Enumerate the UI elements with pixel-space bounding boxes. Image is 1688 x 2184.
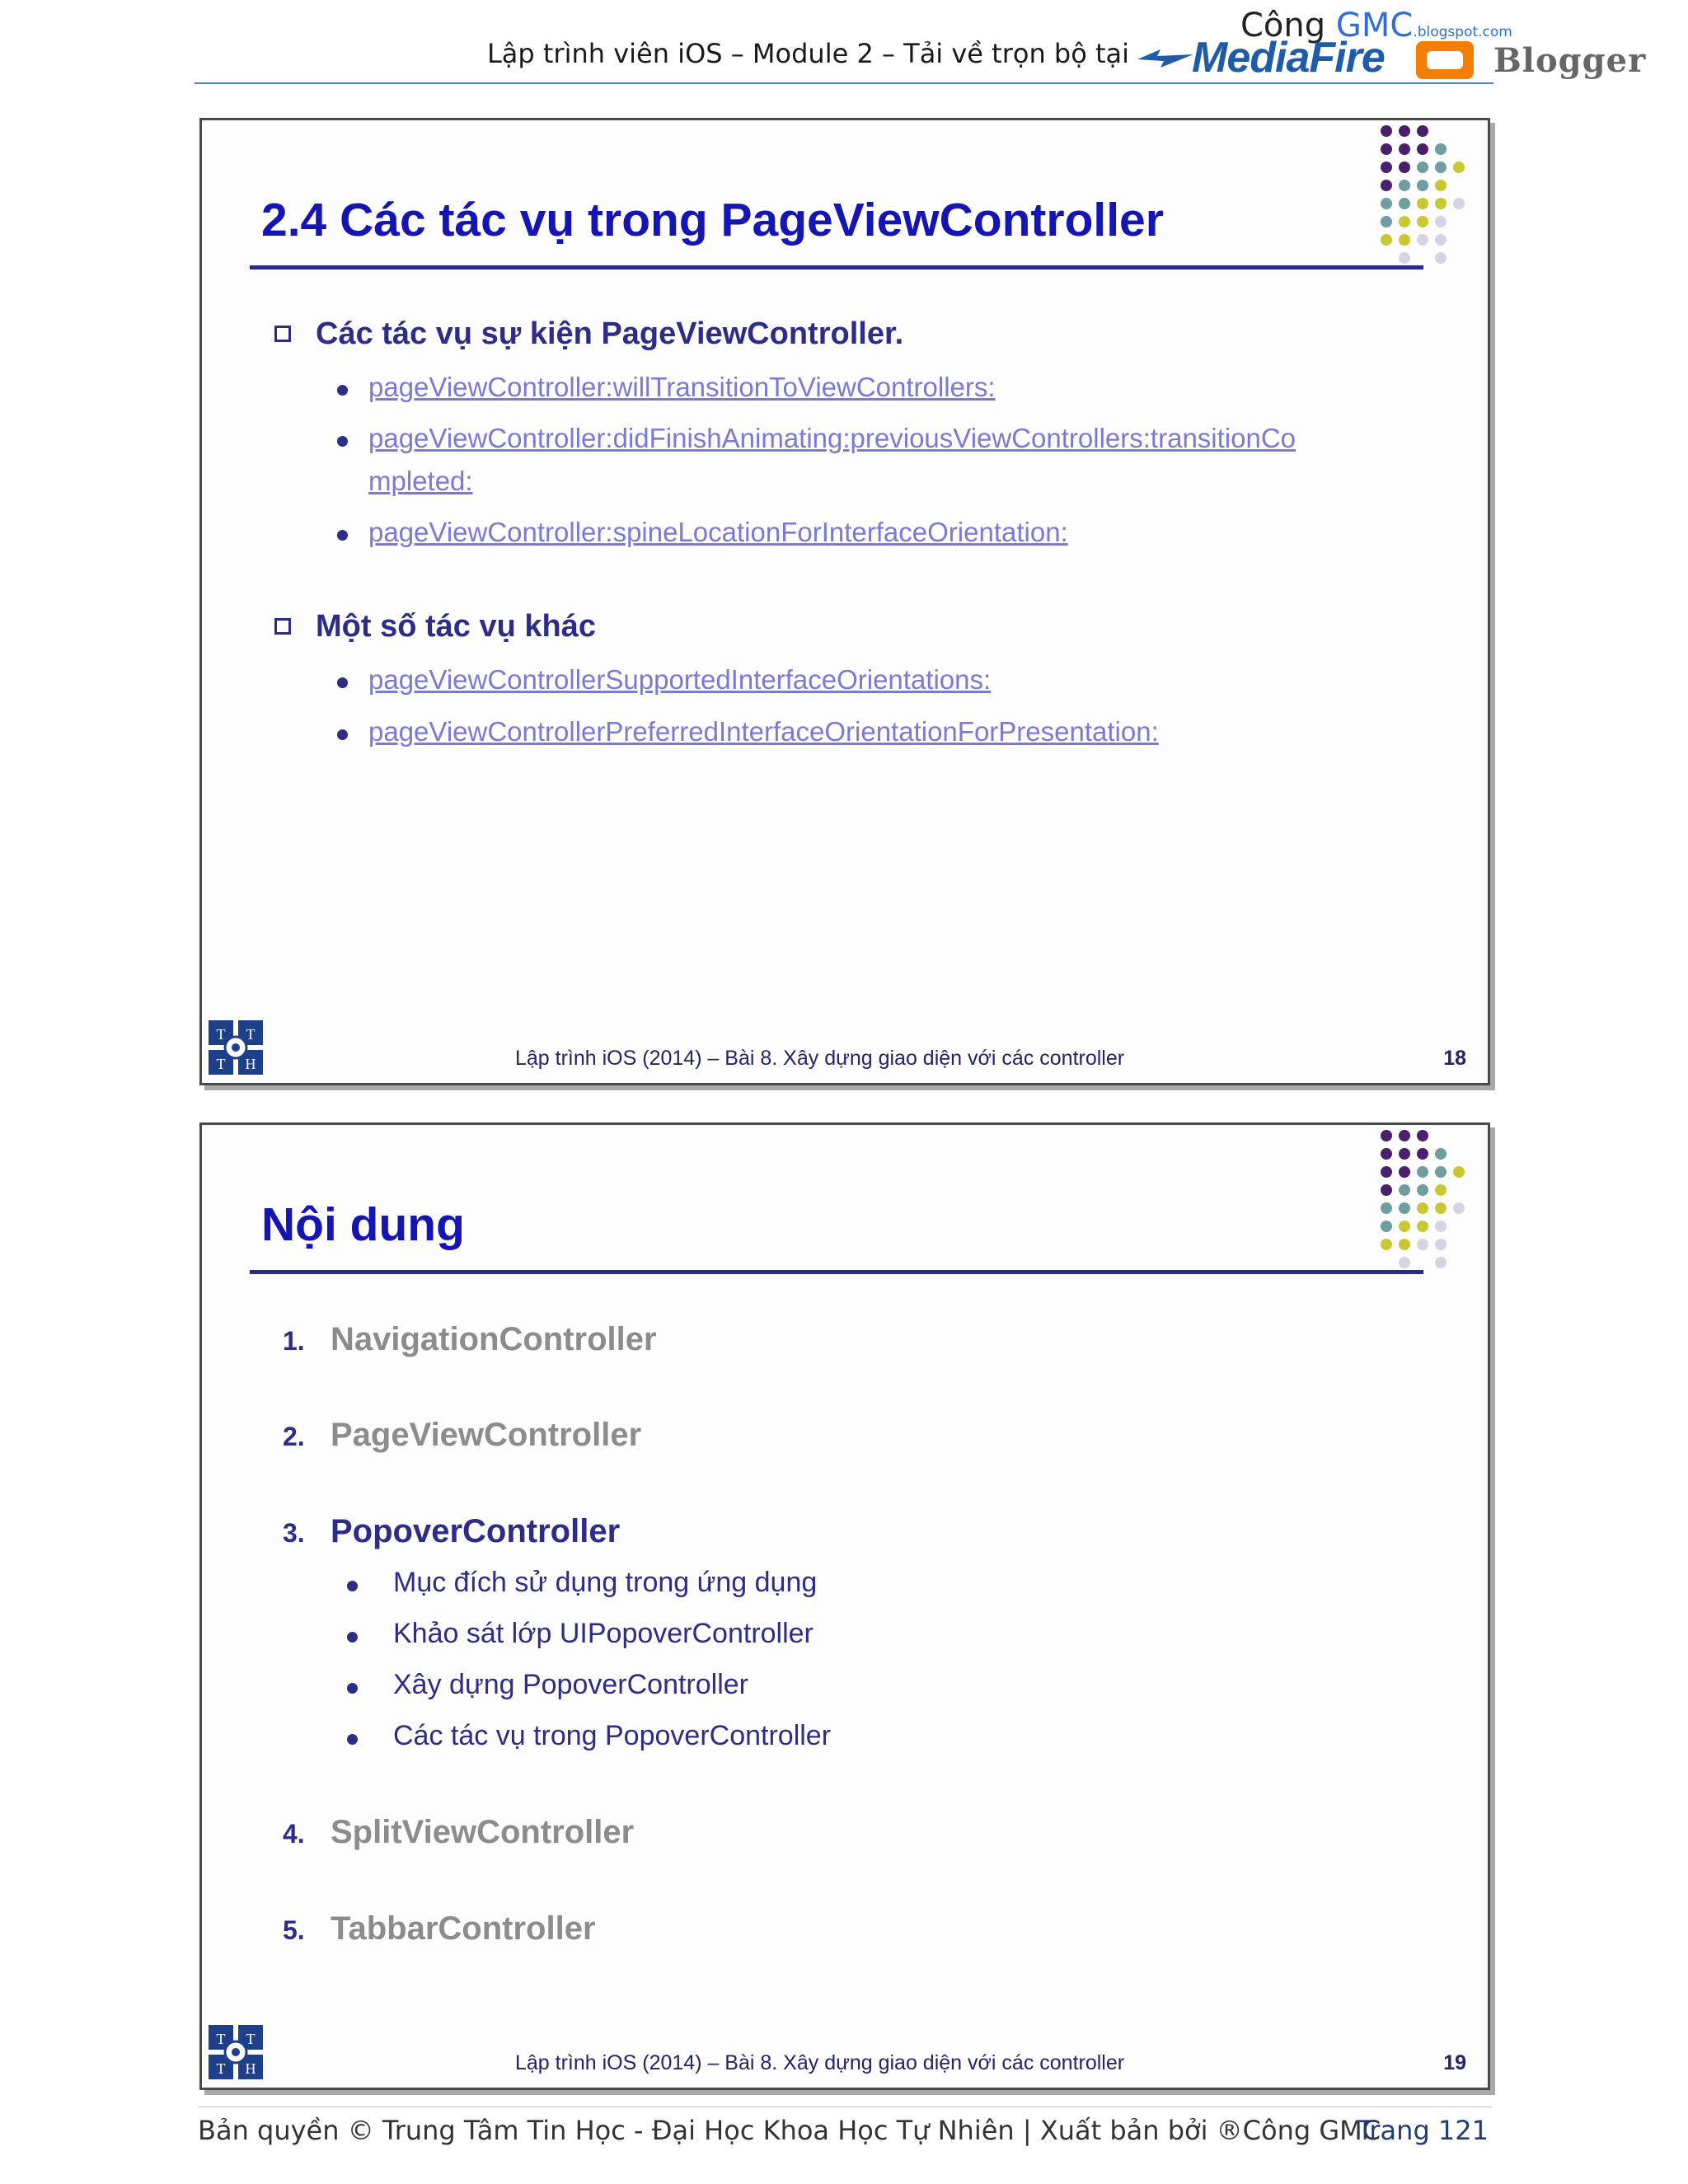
link-item[interactable]: pageViewController:willTransitionToViewControllers: <box>368 372 996 402</box>
decorative-dot <box>1417 143 1428 155</box>
toc-subitem: Xây dựng PopoverController <box>393 1669 748 1700</box>
decorative-dot <box>1435 1221 1447 1232</box>
svg-text:T: T <box>216 1026 226 1043</box>
decorative-dot <box>1417 162 1428 173</box>
decorative-dot <box>1435 252 1447 264</box>
decorative-dot <box>1399 1202 1410 1214</box>
decorative-dot <box>1399 1166 1410 1178</box>
decorative-dot <box>1399 180 1410 191</box>
decorative-dot <box>1453 1166 1465 1178</box>
title-rule <box>250 265 1423 269</box>
decorative-dot <box>1417 234 1428 246</box>
cong-text: Công <box>1240 7 1326 45</box>
title-rule <box>250 1270 1423 1274</box>
round-bullet-icon <box>337 385 348 396</box>
decorative-dot <box>1435 1239 1447 1250</box>
link-item[interactable]: pageViewController:spineLocationForInterfaceOrientation: <box>368 517 1068 547</box>
link-item-continued[interactable]: mpleted: <box>368 466 473 496</box>
svg-text:H: H <box>245 1056 256 1072</box>
decorative-dot <box>1435 1257 1447 1268</box>
round-bullet-icon <box>347 1581 358 1591</box>
decorative-dot <box>1381 1148 1392 1160</box>
blogger-icon <box>1416 41 1474 79</box>
toc-subitem: Các tác vụ trong PopoverController <box>393 1720 832 1751</box>
slide-19: Nội dung 1. NavigationController 2. PageViewController 3. PopoverController Mục đích sử dụng trong ứng dụng Khảo sát lớp UIPopoverController Xây dựng PopoverController Các tác vụ trong PopoverController 4. SplitViewController 5. TabbarController T T T H Lập trình iOS (2014) – Bài 8. Xây dựng giao diện với các controller 19 <box>199 1122 1490 2090</box>
decorative-dot <box>1381 198 1392 209</box>
round-bullet-icon <box>337 530 348 541</box>
decorative-dot <box>1435 1184 1447 1196</box>
copyright-text: Bản quyền © Trung Tâm Tin Học - Đại Học Khoa Học Tự Nhiên | Xuất bản bởi ®Công GMC <box>198 2115 1381 2146</box>
page-header-text: Lập trình viên iOS – Module 2 – Tải về trọn bộ tại <box>486 38 1129 69</box>
decorative-dots-icon <box>1381 1130 1479 1278</box>
svg-text:T: T <box>246 2031 256 2047</box>
decorative-dot <box>1417 1184 1428 1196</box>
decorative-dot <box>1453 162 1465 173</box>
slide-18 <box>199 118 1490 1085</box>
decorative-dot <box>1381 1130 1392 1141</box>
svg-text:T: T <box>216 2031 226 2047</box>
decorative-dot <box>1417 1221 1428 1232</box>
decorative-dot <box>1399 252 1410 264</box>
decorative-dot <box>1381 1221 1392 1232</box>
round-bullet-icon <box>347 1734 358 1745</box>
decorative-dot <box>1453 1202 1465 1214</box>
decorative-dot <box>1417 198 1428 209</box>
page-number: Trang 121 <box>1357 2115 1489 2146</box>
header-rule <box>195 82 1493 84</box>
decorative-dot <box>1399 125 1410 137</box>
blogger-logo: Blogger <box>1493 41 1647 80</box>
decorative-dot <box>1381 1184 1392 1196</box>
decorative-dot <box>1417 125 1428 137</box>
logo-tth-icon <box>207 1019 265 1076</box>
decorative-dot <box>1435 1166 1447 1178</box>
decorative-dot <box>1381 1166 1392 1178</box>
round-bullet-icon <box>347 1632 358 1643</box>
decorative-dot <box>1381 216 1392 227</box>
decorative-dot <box>1399 162 1410 173</box>
slide-title: Nội dung <box>261 1198 465 1251</box>
decorative-dot <box>1435 198 1447 209</box>
decorative-dot <box>1453 198 1465 209</box>
slide-number: 19 <box>1443 2051 1466 2074</box>
logo-tth-icon <box>207 2023 265 2081</box>
svg-text:T: T <box>216 2060 226 2077</box>
slide-footer: Lập trình iOS (2014) – Bài 8. Xây dựng giao diện với các controller <box>515 1047 1125 1070</box>
decorative-dot <box>1399 1221 1410 1232</box>
decorative-dot <box>1417 1130 1428 1141</box>
decorative-dot <box>1381 1202 1392 1214</box>
checkbox-bullet-icon <box>274 618 291 635</box>
decorative-dot <box>1381 1239 1392 1250</box>
link-item[interactable]: pageViewControllerPreferredInterfaceOrientationForPresentation: <box>368 716 1159 747</box>
toc-subitem: Mục đích sử dụng trong ứng dụng <box>393 1567 818 1598</box>
blogspot-text: .blogspot.com <box>1413 24 1512 40</box>
svg-text:H: H <box>245 2060 256 2077</box>
decorative-dot <box>1381 162 1392 173</box>
link-item[interactable]: pageViewController:didFinishAnimating:previousViewControllers:transitionCo <box>368 423 1296 453</box>
decorative-dot <box>1435 1202 1447 1214</box>
gmc-text: GMC <box>1335 7 1414 45</box>
toc-subitem: Khảo sát lớp UIPopoverController <box>393 1618 814 1649</box>
slide-number: 18 <box>1443 1047 1466 1070</box>
decorative-dot <box>1399 1130 1410 1141</box>
slide-footer: Lập trình iOS (2014) – Bài 8. Xây dựng giao diện với các controller <box>515 2051 1125 2074</box>
decorative-dot <box>1399 198 1410 209</box>
decorative-dot <box>1435 162 1447 173</box>
decorative-dot <box>1435 180 1447 191</box>
decorative-dot <box>1381 125 1392 137</box>
decorative-dot <box>1417 1148 1428 1160</box>
decorative-dot <box>1435 1148 1447 1160</box>
decorative-dot <box>1381 234 1392 246</box>
link-item[interactable]: pageViewControllerSupportedInterfaceOrientations: <box>368 664 992 695</box>
decorative-dot <box>1399 1184 1410 1196</box>
decorative-dot <box>1399 1239 1410 1250</box>
mediafire-swoosh-icon <box>1136 43 1195 76</box>
section-heading: Một số tác vụ khác <box>274 609 596 644</box>
slide-title: 2.4 Các tác vụ trong PageViewController <box>261 194 1164 246</box>
decorative-dot <box>1399 234 1410 246</box>
round-bullet-icon <box>347 1683 358 1694</box>
decorative-dot <box>1417 1202 1428 1214</box>
decorative-dot <box>1417 216 1428 227</box>
decorative-dot <box>1435 234 1447 246</box>
decorative-dot <box>1417 1166 1428 1178</box>
decorative-dot <box>1399 143 1410 155</box>
round-bullet-icon <box>337 436 348 447</box>
decorative-dot <box>1417 180 1428 191</box>
decorative-dots-icon <box>1381 125 1479 274</box>
decorative-dot <box>1417 1239 1428 1250</box>
section-heading: Các tác vụ sự kiện PageViewController. <box>274 316 903 352</box>
decorative-dot <box>1435 143 1447 155</box>
decorative-dot <box>1381 180 1392 191</box>
mediafire-logo: MediaFire <box>1192 34 1385 82</box>
round-bullet-icon <box>337 729 348 740</box>
decorative-dot <box>1399 216 1410 227</box>
decorative-dot <box>1399 1257 1410 1268</box>
checkbox-bullet-icon <box>274 326 291 342</box>
decorative-dot <box>1381 143 1392 155</box>
svg-text:T: T <box>246 1026 256 1043</box>
decorative-dot <box>1435 216 1447 227</box>
svg-text:T: T <box>216 1056 226 1072</box>
decorative-dot <box>1399 1148 1410 1160</box>
round-bullet-icon <box>337 677 348 688</box>
